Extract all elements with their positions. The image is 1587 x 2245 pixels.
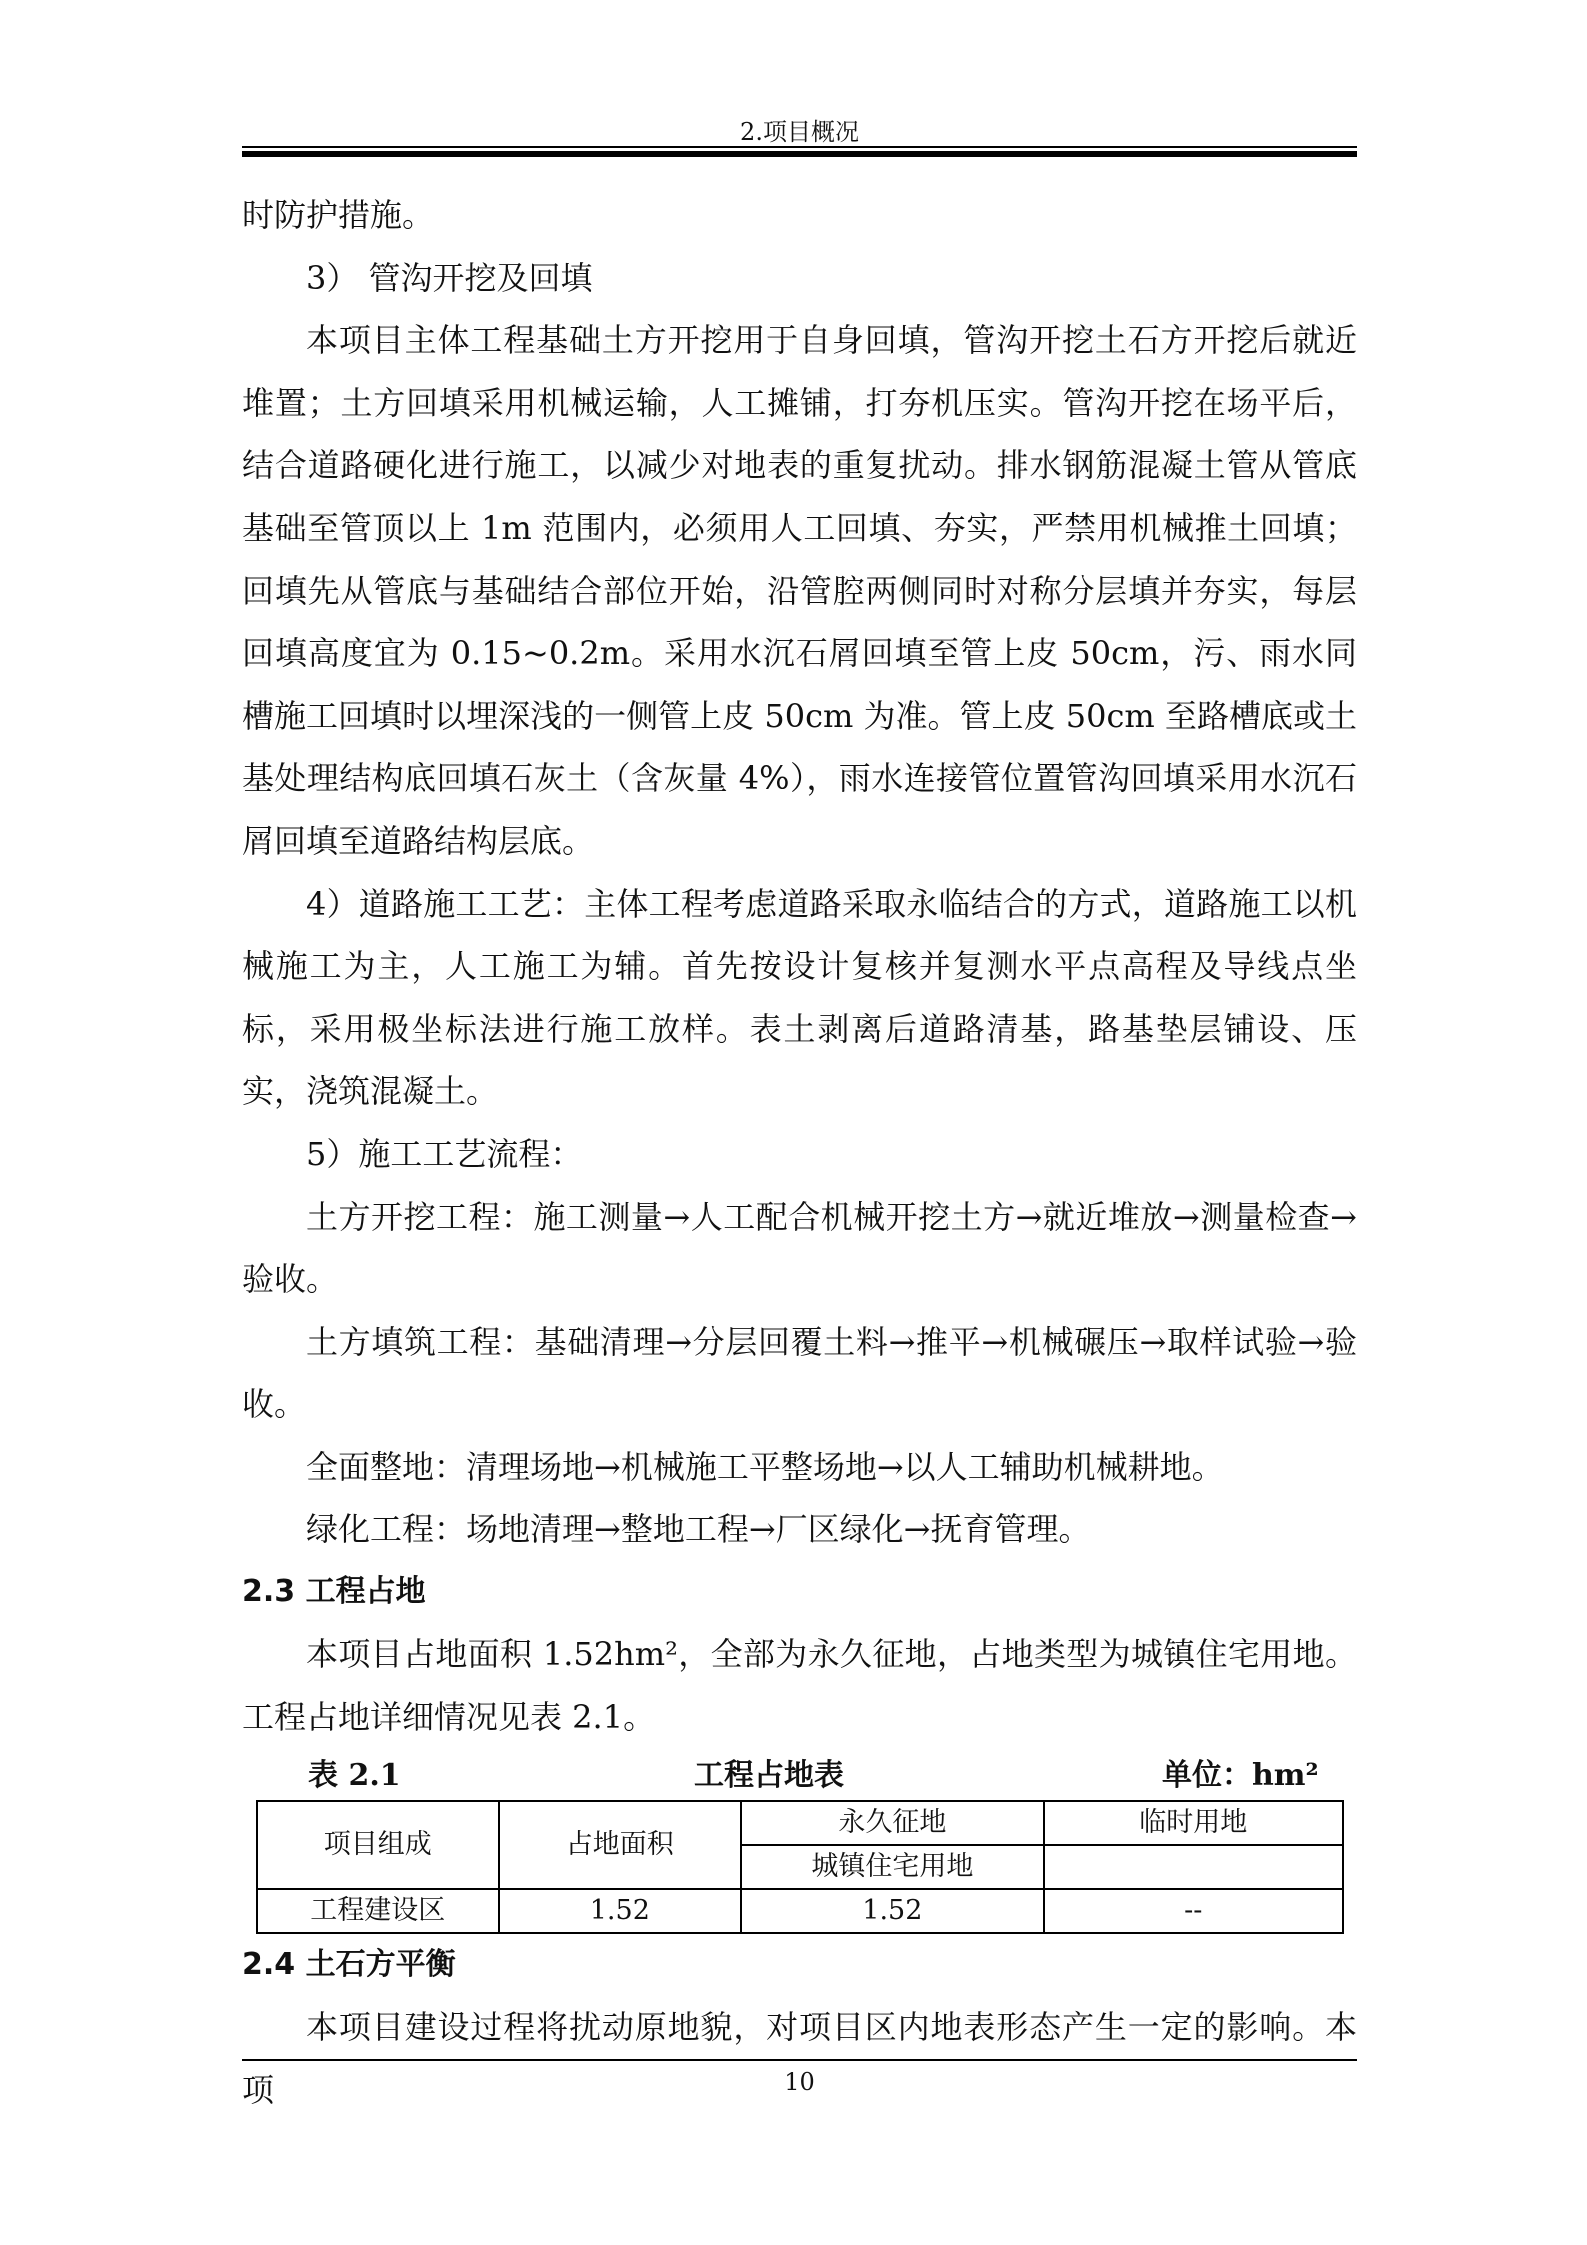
running-header: 2.项目概况 — [740, 118, 859, 146]
table-header-cell: 城镇住宅用地 — [741, 1845, 1043, 1889]
paragraph: 土方开挖工程：施工测量→人工配合机械开挖土方→就近堆放→测量检查→验收。 — [242, 1197, 1357, 1299]
paragraph: 本项目主体工程基础土方开挖用于自身回填，管沟开挖土石方开挖后就近堆置；土方回填采用机械运输，人工摊铺，打夯机压实。管沟开挖在场平后，结合道路硬化进行施工，以减少对地表的重复扰动。排水钢筋混凝土管从管底基础至管顶以上 1m 范围内，必须用人工回填、夯实，严禁用机械推土回填；回填先从管底与基础结合部位开始，沿管腔两侧同时对称分层填并夯实，每层回填高度宜为 0.15~0.2m。采用水沉石屑回填至管上皮 50cm，污、雨水同槽施工回填时以埋深浅的一侧管上皮 50cm 为准。管上皮 50cm 至路槽底或土基处理结构底回填石灰土（含灰量 4%），雨水连接管位置管沟回填采用水沉石屑回填至道路结构层底。 — [242, 321, 1357, 860]
paragraph: 绿化工程：场地清理→整地工程→厂区绿化→抚育管理。 — [306, 1510, 1091, 1549]
page-body — [242, 184, 1357, 2121]
paragraph: 时防护措施。 — [242, 196, 435, 234]
table-cell: 1.52 — [741, 1889, 1043, 1933]
table-row — [257, 1889, 1343, 1933]
subheading: 5）施工工艺流程： — [306, 1134, 583, 1173]
paragraph: 土方填筑工程：基础清理→分层回覆土料→推平→机械碾压→取样试验→验收。 — [242, 1322, 1357, 1424]
table-header-cell: 项目组成 — [257, 1801, 499, 1889]
table-cell: 工程建设区 — [257, 1889, 499, 1933]
table-header-cell: 临时用地 — [1044, 1801, 1343, 1845]
header-rule-thin — [242, 146, 1357, 148]
paragraph: 本项目建设过程将扰动原地貌，对项目区内地表形态产生一定的影响。本项 — [242, 2008, 1357, 2109]
table-header-cell: 永久征地 — [741, 1801, 1043, 1845]
section-heading: 2.3 工程占地 — [242, 1574, 426, 1610]
land-use-table — [256, 1800, 1344, 1934]
header-rule-thick — [242, 151, 1357, 157]
paragraph: 4）道路施工工艺：主体工程考虑道路采取永临结合的方式，道路施工以机械施工为主，人工施工为辅。首先按设计复核并复测水平点高程及导线点坐标，采用极坐标法进行施工放样。表土剥离后道路清基，路基垫层铺设、压实，浇筑混凝土。 — [242, 884, 1357, 1111]
table-unit: 单位：hm² — [1162, 1758, 1319, 1794]
table-caption — [242, 1748, 1357, 1800]
table-header-cell: 占地面积 — [499, 1801, 742, 1889]
page-number: 10 — [784, 2068, 815, 2096]
table-number: 表 2.1 — [308, 1758, 401, 1794]
section-heading: 2.4 土石方平衡 — [242, 1947, 456, 1983]
subheading: 3） 管沟开挖及回填 — [306, 258, 593, 297]
table-cell: 1.52 — [499, 1889, 742, 1933]
paragraph: 本项目占地面积 1.52hm²，全部为永久征地，占地类型为城镇住宅用地。工程占地详细情况见表 2.1。 — [242, 1635, 1357, 1736]
paragraph: 全面整地：清理场地→机械施工平整场地→以人工辅助机械耕地。 — [306, 1447, 1224, 1486]
footer-rule — [242, 2059, 1357, 2061]
table-title: 工程占地表 — [694, 1758, 844, 1794]
table-cell: -- — [1044, 1889, 1343, 1933]
table-header-cell-empty — [1044, 1845, 1343, 1889]
